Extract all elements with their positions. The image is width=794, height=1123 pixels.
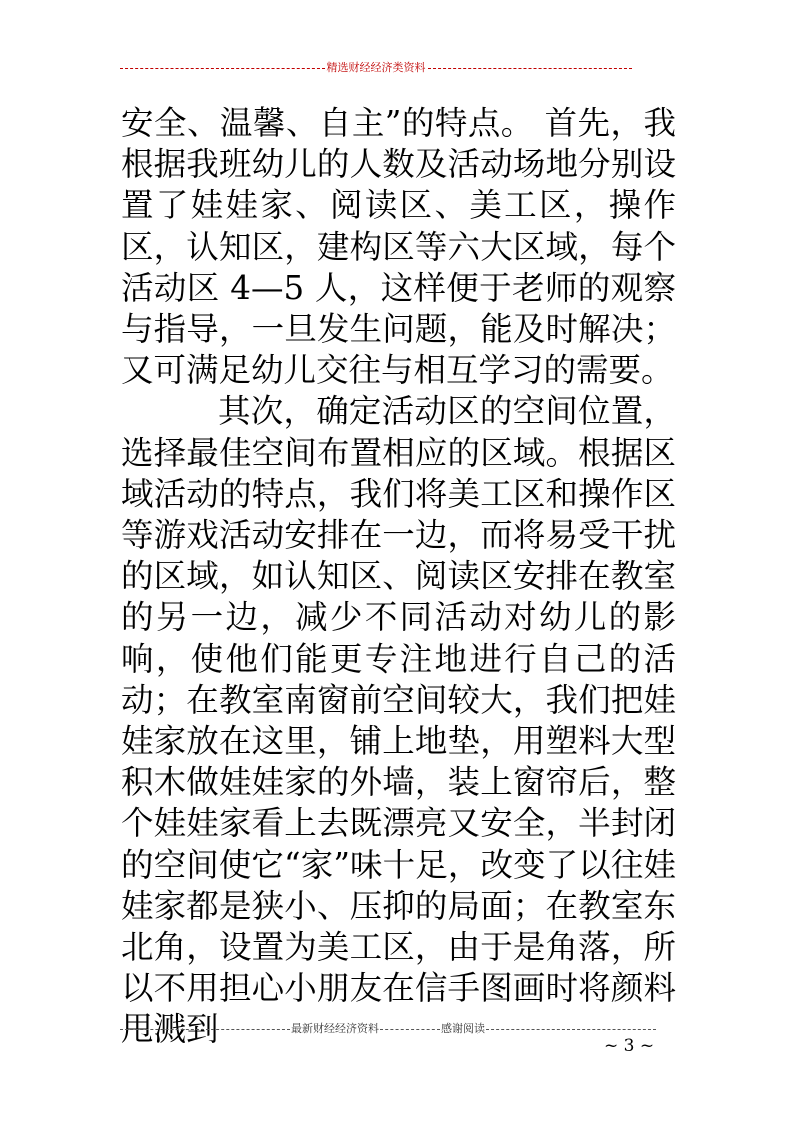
- header-title: 精选财经经济类资料: [326, 61, 426, 74]
- footer-right-text: 感谢阅读: [441, 1022, 485, 1035]
- page-header: [120, 60, 632, 76]
- paragraph-2: 其次，确定活动区的空间位置，选择最佳空间布置相应的区域。根据区域活动的特点，我们将美工区和操作区等游戏活动安排在一边，而将易受干扰的区域，如认知区、阅读区安排在教室的另一边，减少不同活动对幼儿的影响，使他们能更专注地进行自己的活动；在教室南窗前空间较大，我们把娃娃家放在这里，铺上地垫，用塑料大型积木做娃娃家的外墙，装上窗帘后，整个娃娃家看上去既漂亮又安全，半封闭的空间使它“家”味十足，改变了以往娃娃家都是狭小、压抑的局面；在教室东北角，设置为美工区，由于是角落，所以不用担心小朋友在信手图画时将颜料甩溅到: [121, 392, 676, 1049]
- header-rule-right: [428, 68, 633, 69]
- header-rule-left: [120, 68, 325, 69]
- document-body: [121, 103, 676, 1051]
- page-number: ~ 3 ~: [604, 1036, 655, 1056]
- footer-rule-right: [486, 1029, 656, 1030]
- footer-rule-left: [120, 1029, 290, 1030]
- paragraph-1: 安全、温馨、自主”的特点。 首先，我根据我班幼儿的人数及活动场地分别设置了娃娃家、阅读区、美工区，操作区，认知区，建构区等六大区域，每个活动区 4—5 人，这样便于老师的观察与指导，一旦发生问题，能及时解决；又可满足幼儿交往与相互学习的需要。: [121, 104, 676, 390]
- footer-rule-middle: [380, 1029, 440, 1030]
- page-footer: [120, 1021, 656, 1037]
- footer-left-text: 最新财经经济资料: [291, 1022, 379, 1035]
